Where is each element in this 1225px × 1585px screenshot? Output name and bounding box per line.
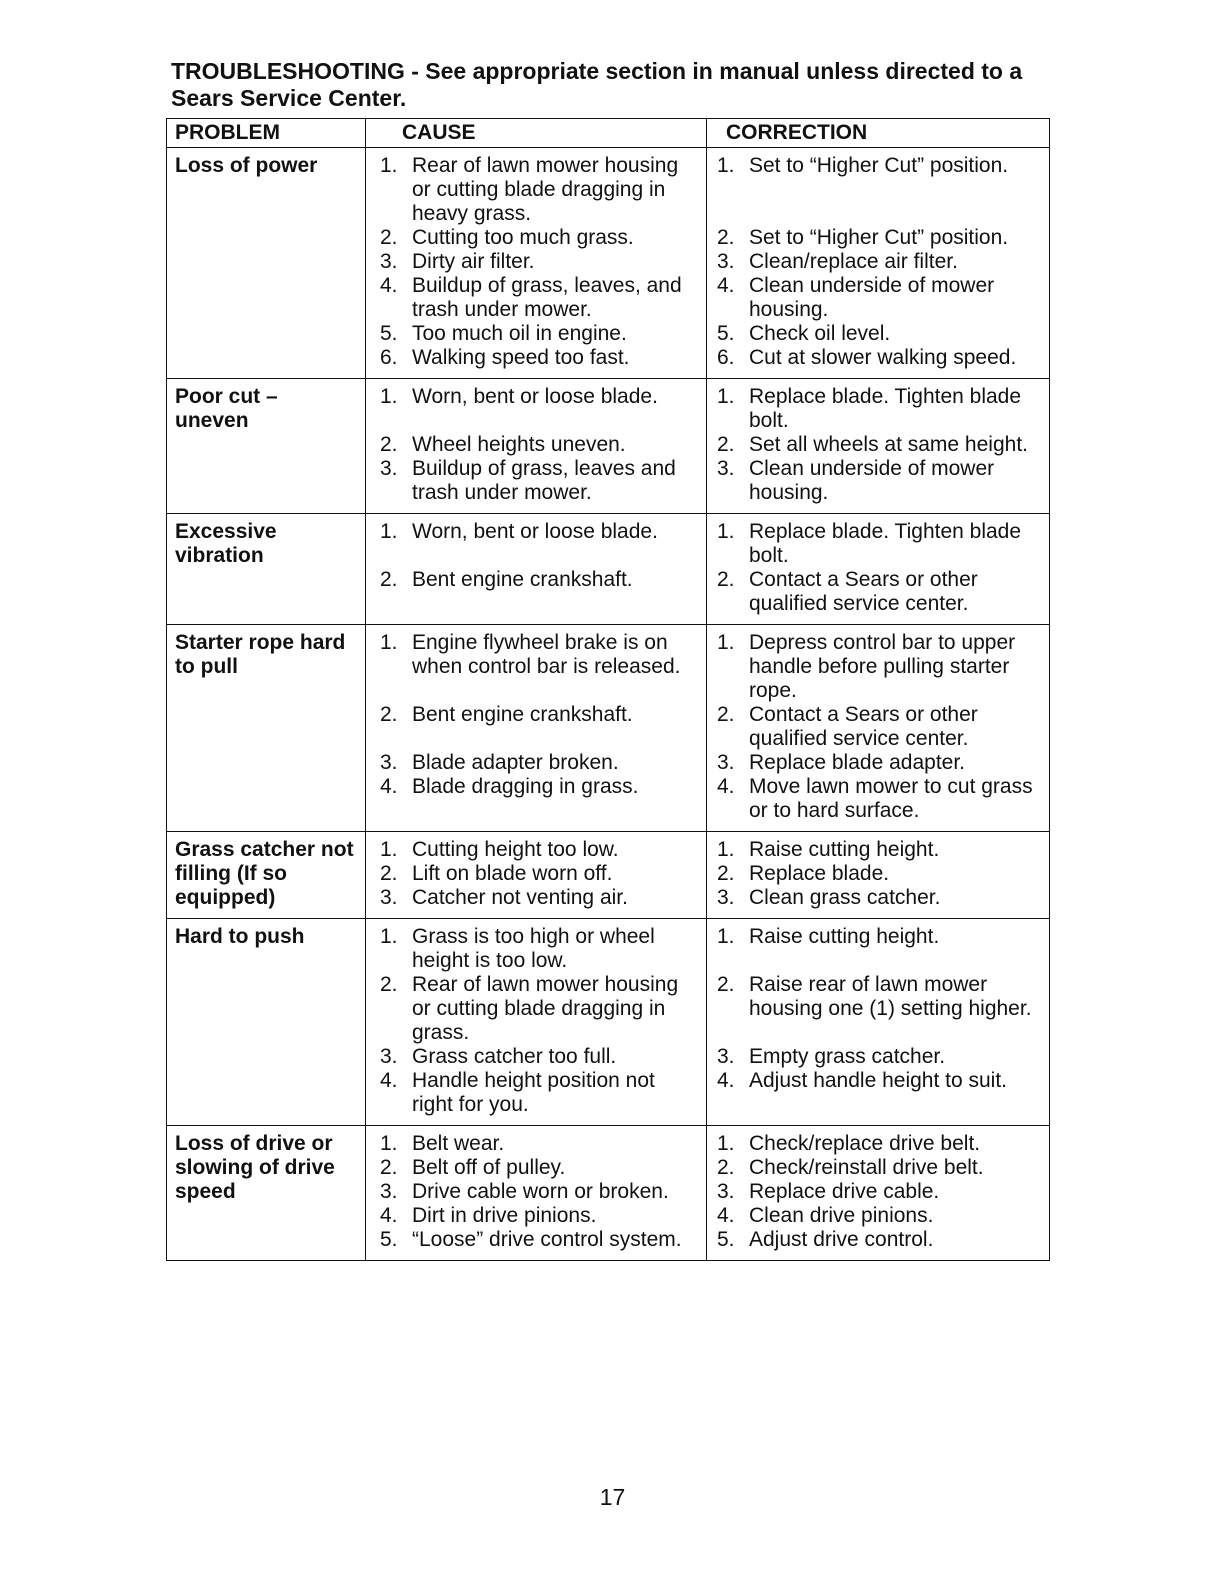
item-number: 1. (380, 1132, 398, 1155)
cause-item (380, 1069, 700, 1117)
page-title: TROUBLESHOOTING - See appropriate section in manual unless directed to a Sears Service Center. (171, 58, 1023, 111)
cause-text: Worn, bent or loose blade. (412, 385, 658, 408)
correction-item (717, 862, 1043, 886)
correction-text: Contact a Sears or other qualified service center. (749, 568, 978, 615)
item-number: 3. (380, 1045, 398, 1068)
item-number: 4. (380, 1204, 398, 1227)
cause-item (380, 703, 700, 751)
item-number: 2. (380, 226, 398, 249)
cause-item (380, 838, 700, 862)
item-number: 1. (380, 631, 398, 654)
correction-text: Adjust handle height to suit. (749, 1069, 1008, 1092)
problem-cell: Excessive vibration (167, 514, 366, 624)
cause-text: Buildup of grass, leaves, and trash under mower. (412, 274, 682, 321)
item-number: 4. (717, 1069, 735, 1092)
correction-item (717, 886, 1043, 910)
correction-text: Check/replace drive belt. (749, 1132, 981, 1155)
correction-item (717, 1132, 1043, 1156)
cause-item (380, 520, 700, 568)
correction-text: Depress control bar to upper handle before pulling starter rope. (749, 631, 1016, 702)
correction-text: Cut at slower walking speed. (749, 346, 1017, 369)
item-number: 1. (380, 838, 398, 861)
correction-item (717, 1180, 1043, 1204)
item-number: 1. (717, 925, 735, 948)
correction-cell (707, 625, 1049, 831)
item-number: 4. (380, 274, 398, 297)
item-number: 2. (717, 973, 735, 996)
item-number: 2. (380, 433, 398, 456)
problem-cell: Poor cut – uneven (167, 379, 366, 513)
item-number: 3. (717, 1180, 735, 1203)
correction-text: Set to “Higher Cut” position. (749, 154, 1009, 177)
cause-text: Dirty air filter. (412, 250, 535, 273)
cause-item (380, 274, 700, 322)
table-row (167, 378, 1049, 513)
item-number: 1. (717, 631, 735, 654)
table-header-row (167, 119, 1049, 147)
header-cause: CAUSE (366, 119, 707, 147)
cause-text: Blade adapter broken. (412, 751, 619, 774)
cause-item (380, 862, 700, 886)
item-number: 1. (717, 838, 735, 861)
item-number: 3. (717, 250, 735, 273)
cause-item (380, 346, 700, 370)
correction-item (717, 1228, 1043, 1252)
correction-text: Set all wheels at same height. (749, 433, 1028, 456)
item-number: 4. (717, 1204, 735, 1227)
correction-item (717, 322, 1043, 346)
table-row (167, 831, 1049, 918)
item-number: 1. (717, 385, 735, 408)
cause-text: Drive cable worn or broken. (412, 1180, 669, 1203)
item-number: 2. (717, 1156, 735, 1179)
table-row (167, 918, 1049, 1125)
correction-item (717, 838, 1043, 862)
correction-item (717, 457, 1043, 505)
cause-text: Grass catcher too full. (412, 1045, 617, 1068)
cause-item (380, 322, 700, 346)
table-row (167, 513, 1049, 624)
cause-item (380, 1228, 700, 1252)
correction-text: Raise rear of lawn mower housing one (1) setting higher. (749, 973, 1032, 1020)
cause-cell (366, 919, 707, 1125)
cause-text: Rear of lawn mower housing or cutting blade dragging in heavy grass. (412, 154, 679, 225)
correction-item (717, 751, 1043, 775)
item-number: 3. (717, 1045, 735, 1068)
item-number: 5. (717, 1228, 735, 1251)
correction-text: Replace blade adapter. (749, 751, 965, 774)
correction-item (717, 703, 1043, 751)
correction-text: Replace drive cable. (749, 1180, 940, 1203)
correction-text: Adjust drive control. (749, 1228, 934, 1251)
correction-text: Check oil level. (749, 322, 891, 345)
correction-text: Set to “Higher Cut” position. (749, 226, 1009, 249)
cause-item (380, 568, 700, 616)
cause-text: Grass is too high or wheel height is too low. (412, 925, 655, 972)
page-number: 17 (599, 1484, 626, 1510)
correction-cell (707, 514, 1049, 624)
item-number: 6. (380, 346, 398, 369)
cause-text: Belt wear. (412, 1132, 505, 1155)
correction-item (717, 385, 1043, 433)
cause-text: Bent engine crankshaft. (412, 568, 633, 591)
correction-text: Clean drive pinions. (749, 1204, 934, 1227)
correction-item (717, 274, 1043, 322)
correction-text: Check/reinstall drive belt. (749, 1156, 984, 1179)
cause-item (380, 1180, 700, 1204)
correction-item (717, 346, 1043, 370)
table-row (167, 147, 1049, 378)
correction-cell (707, 1126, 1049, 1260)
item-number: 2. (717, 568, 735, 591)
item-number: 1. (717, 520, 735, 543)
correction-text: Clean underside of mower housing. (749, 457, 995, 504)
header-correction: CORRECTION (726, 121, 868, 144)
cause-item (380, 751, 700, 775)
problem-cell: Loss of power (167, 148, 366, 378)
correction-item (717, 568, 1043, 616)
correction-cell (707, 379, 1049, 513)
correction-text: Move lawn mower to cut grass or to hard surface. (749, 775, 1033, 822)
item-number: 4. (380, 775, 398, 798)
cause-item (380, 631, 700, 703)
cause-cell (366, 1126, 707, 1260)
correction-text: Clean grass catcher. (749, 886, 941, 909)
item-number: 2. (380, 703, 398, 726)
cause-text: Rear of lawn mower housing or cutting blade dragging in grass. (412, 973, 679, 1044)
item-number: 3. (717, 751, 735, 774)
correction-cell (707, 832, 1049, 918)
cause-item (380, 925, 700, 973)
cause-cell (366, 625, 707, 831)
item-number: 2. (380, 862, 398, 885)
correction-text: Replace blade. (749, 862, 890, 885)
item-number: 2. (380, 1156, 398, 1179)
troubleshooting-table (166, 118, 1050, 1261)
correction-text: Clean/replace air filter. (749, 250, 958, 273)
item-number: 1. (380, 385, 398, 408)
table-row (167, 1125, 1049, 1260)
problem-cell: Loss of drive or slowing of drive speed (167, 1126, 366, 1260)
correction-item (717, 631, 1043, 703)
cause-item (380, 1156, 700, 1180)
table-body (167, 147, 1049, 1260)
item-number: 3. (380, 1180, 398, 1203)
item-number: 3. (380, 751, 398, 774)
item-number: 5. (380, 1228, 398, 1251)
correction-text: Replace blade. Tighten blade bolt. (749, 520, 1022, 567)
item-number: 2. (717, 703, 735, 726)
item-number: 1. (717, 1132, 735, 1155)
cause-text: Buildup of grass, leaves and trash under mower. (412, 457, 676, 504)
table-row (167, 624, 1049, 831)
cause-text: Worn, bent or loose blade. (412, 520, 658, 543)
cause-text: Lift on blade worn off. (412, 862, 613, 885)
cause-text: Dirt in drive pinions. (412, 1204, 597, 1227)
correction-cell (707, 919, 1049, 1125)
correction-text: Replace blade. Tighten blade bolt. (749, 385, 1022, 432)
correction-text: Empty grass catcher. (749, 1045, 946, 1068)
cause-item (380, 385, 700, 433)
correction-item (717, 775, 1043, 823)
item-number: 4. (717, 775, 735, 798)
cause-text: Catcher not venting air. (412, 886, 628, 909)
correction-item (717, 925, 1043, 973)
cause-text: Handle height position not right for you. (412, 1069, 655, 1116)
cause-cell (366, 514, 707, 624)
item-number: 5. (717, 322, 735, 345)
cause-cell (366, 379, 707, 513)
correction-text: Raise cutting height. (749, 838, 940, 861)
cause-text: “Loose” drive control system. (412, 1228, 682, 1251)
cause-item (380, 250, 700, 274)
cause-text: Walking speed too fast. (412, 346, 630, 369)
item-number: 1. (380, 154, 398, 177)
correction-text: Raise cutting height. (749, 925, 940, 948)
item-number: 3. (717, 886, 735, 909)
correction-item (717, 154, 1043, 226)
cause-item (380, 1204, 700, 1228)
item-number: 3. (380, 457, 398, 480)
item-number: 4. (717, 274, 735, 297)
correction-item (717, 1156, 1043, 1180)
item-number: 1. (380, 520, 398, 543)
cause-item (380, 457, 700, 505)
correction-item (717, 226, 1043, 250)
cause-item (380, 226, 700, 250)
cause-item (380, 775, 700, 823)
item-number: 1. (717, 154, 735, 177)
correction-item (717, 1069, 1043, 1117)
item-number: 4. (380, 1069, 398, 1092)
cause-text: Bent engine crankshaft. (412, 703, 633, 726)
cause-text: Wheel heights uneven. (412, 433, 626, 456)
item-number: 3. (717, 457, 735, 480)
problem-cell: Grass catcher not filling (If so equipped) (167, 832, 366, 918)
cause-text: Engine flywheel brake is on when control bar is released. (412, 631, 681, 678)
cause-item (380, 1045, 700, 1069)
cause-item (380, 433, 700, 457)
correction-item (717, 520, 1043, 568)
item-number: 6. (717, 346, 735, 369)
item-number: 2. (717, 862, 735, 885)
item-number: 2. (717, 226, 735, 249)
item-number: 1. (380, 925, 398, 948)
item-number: 2. (717, 433, 735, 456)
item-number: 5. (380, 322, 398, 345)
cause-text: Belt off of pulley. (412, 1156, 566, 1179)
cause-cell (366, 148, 707, 378)
item-number: 2. (380, 973, 398, 996)
cause-item (380, 886, 700, 910)
cause-text: Cutting too much grass. (412, 226, 634, 249)
correction-item (717, 433, 1043, 457)
correction-item (717, 973, 1043, 1045)
cause-item (380, 1132, 700, 1156)
cause-item (380, 973, 700, 1045)
correction-text: Clean underside of mower housing. (749, 274, 995, 321)
problem-cell: Hard to push (167, 919, 366, 1125)
cause-text: Cutting height too low. (412, 838, 619, 861)
cause-cell (366, 832, 707, 918)
cause-text: Blade dragging in grass. (412, 775, 639, 798)
correction-text: Contact a Sears or other qualified service center. (749, 703, 978, 750)
cause-item (380, 154, 700, 226)
problem-cell: Starter rope hard to pull (167, 625, 366, 831)
correction-item (717, 1204, 1043, 1228)
header-problem: PROBLEM (167, 119, 366, 147)
correction-cell (707, 148, 1049, 378)
cause-text: Too much oil in engine. (412, 322, 627, 345)
correction-item (717, 250, 1043, 274)
correction-item (717, 1045, 1043, 1069)
item-number: 2. (380, 568, 398, 591)
item-number: 3. (380, 250, 398, 273)
item-number: 3. (380, 886, 398, 909)
